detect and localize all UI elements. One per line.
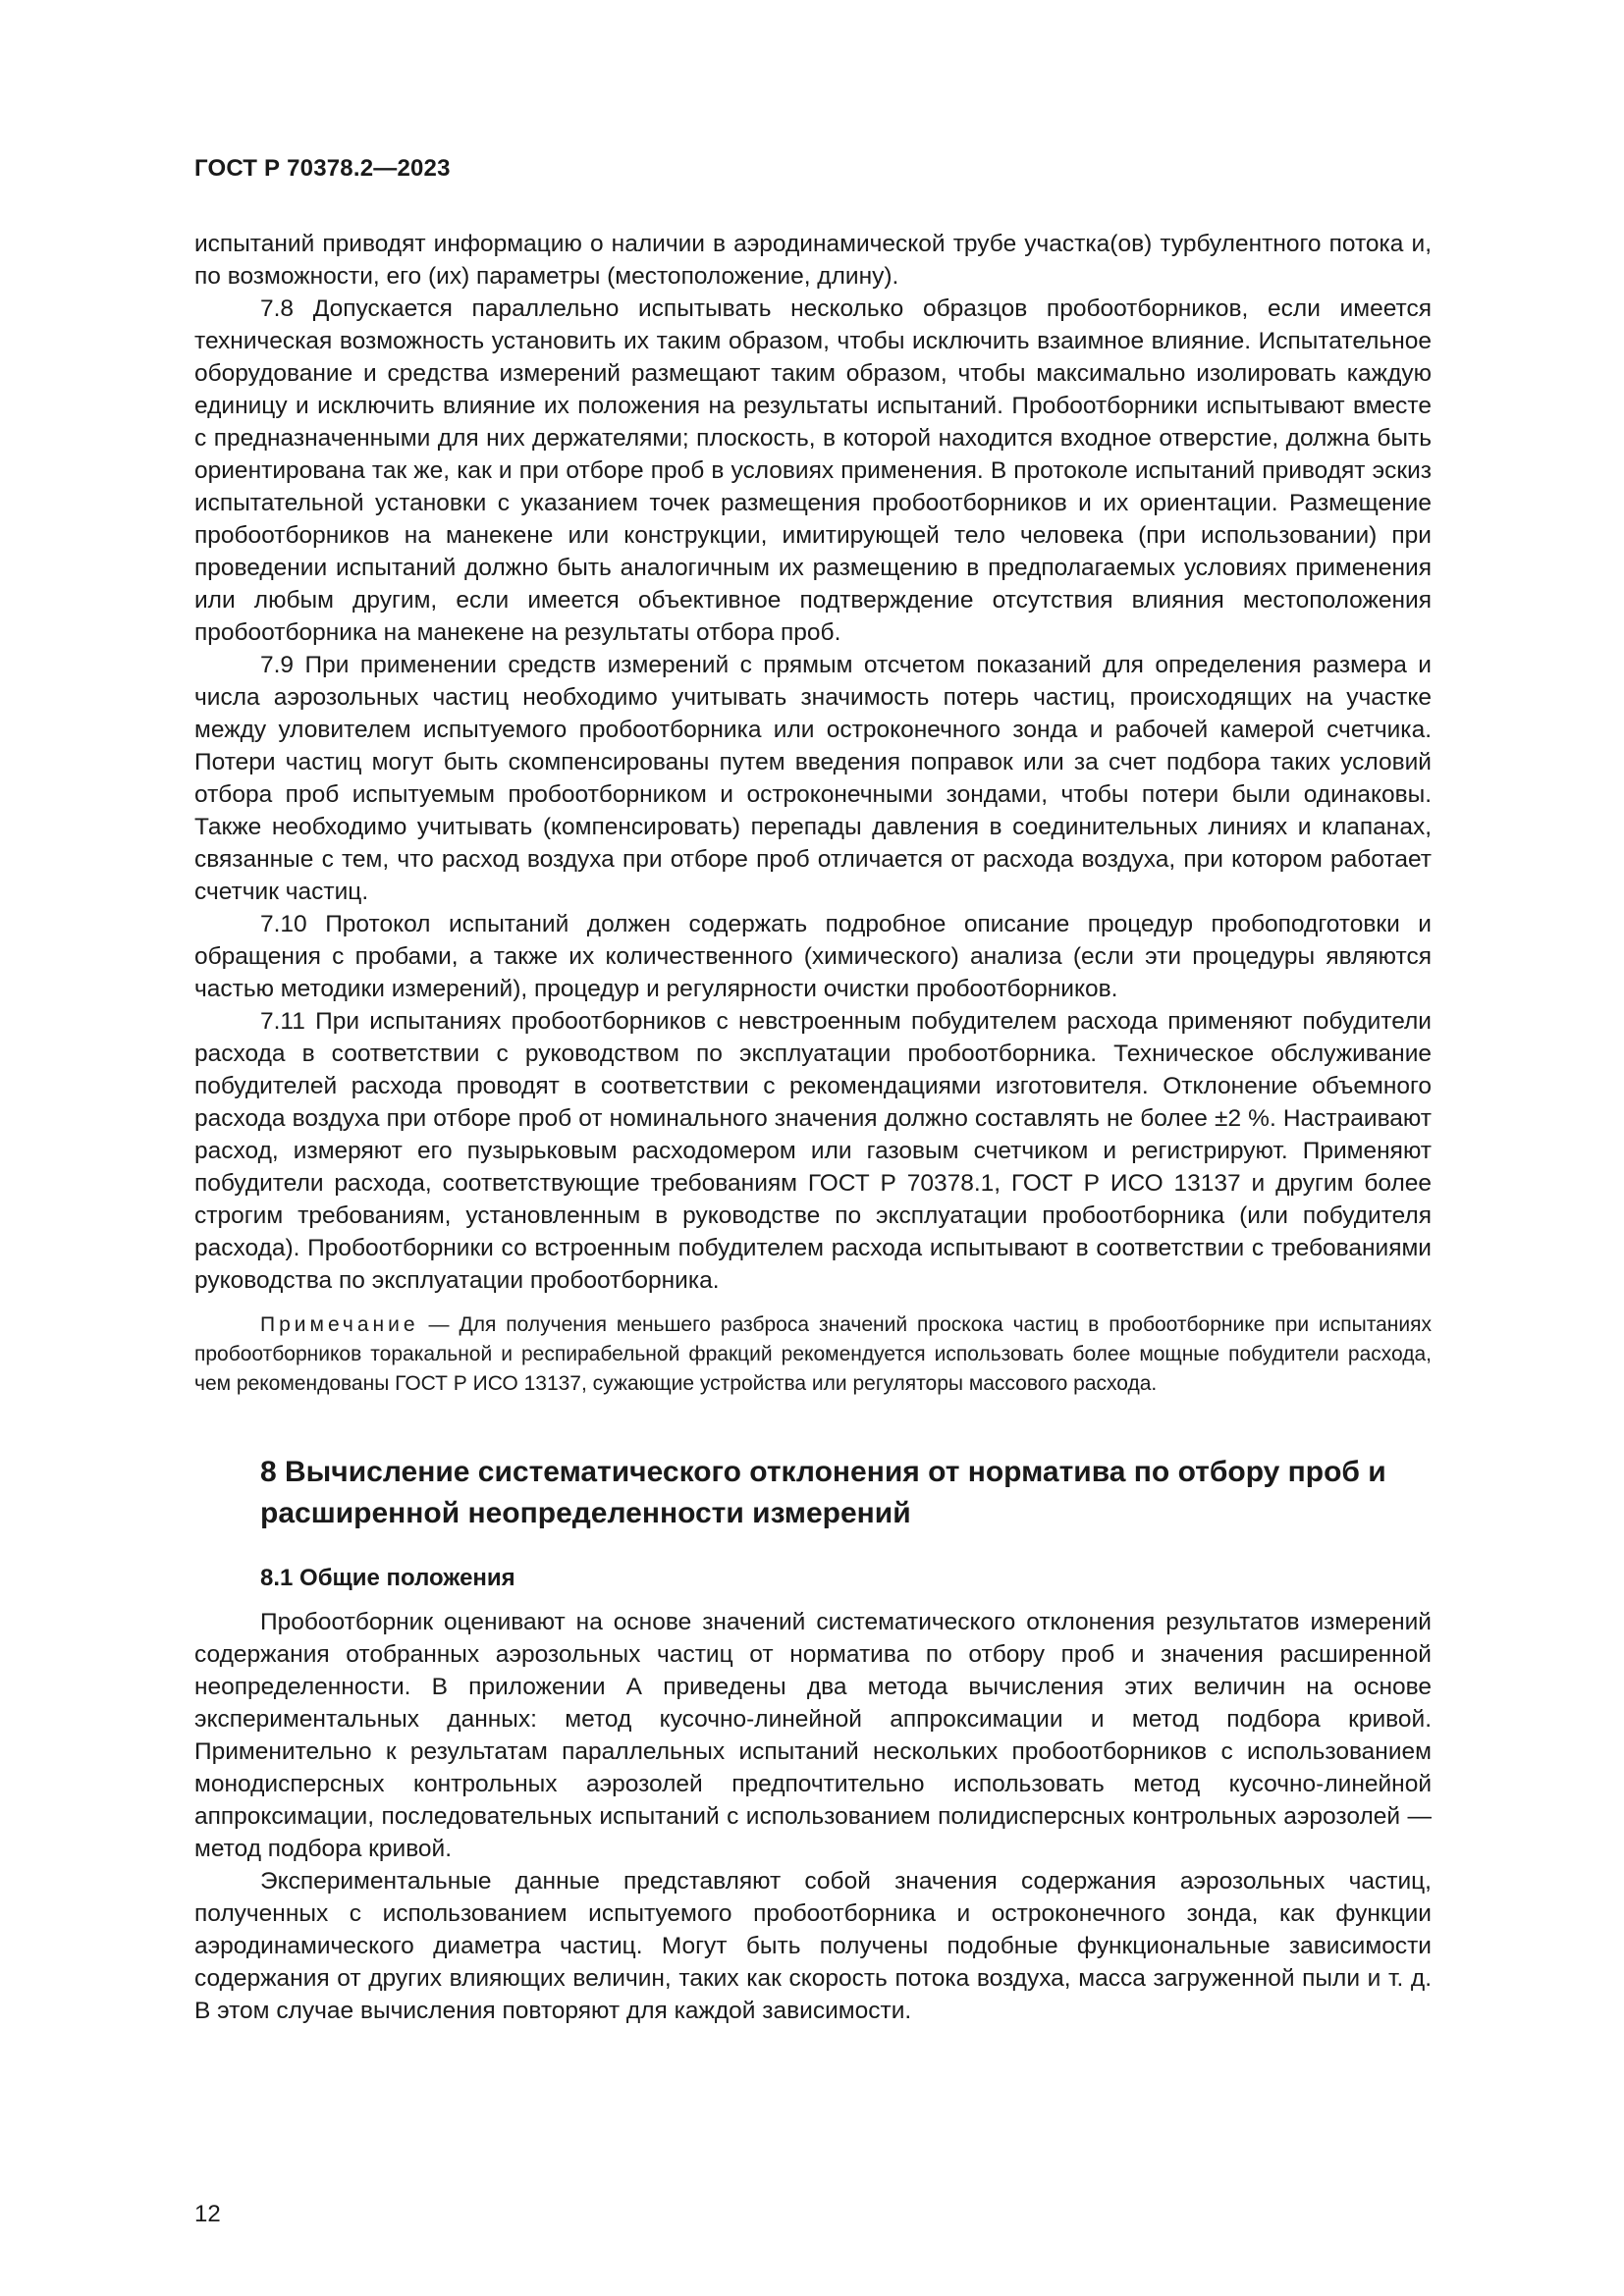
- subsection-8-1-title: 8.1 Общие положения: [260, 1565, 515, 1591]
- page-number: 12: [194, 2201, 221, 2227]
- note-label: Примечание: [260, 1313, 419, 1336]
- note-text: — Для получения меньшего разброса значений проскока частиц в пробоотборнике при испытаниях пробоотборников торакальной и респирабельной фракций рекомендуется использовать более мощные побудители расхода, чем рекомендованы ГОСТ Р ИСО 13137, сужающие устройства или регуляторы массового расхода.: [194, 1313, 1432, 1395]
- paragraph-7-8: 7.8 Допускается параллельно испытывать несколько образцов пробоотборников, если имеется техническая возможность установить их таким образом, чтобы исключить взаимное влияние. Испытательное оборудование и средства измерений размещают таким образом, чтобы максимально изолировать каждую единицу и исключить влияние их положения на результаты испытаний. Пробоотборники испытывают вместе с предназначенными для них держателями; плоскость, в которой находится входное отверстие, должна быть ориентирована так же, как и при отборе проб в условиях применения. В протоколе испытаний приводят эскиз испытательной установки с указанием точек размещения пробоотборников и их ориентации. Размещение пробоотборников на манекене или конструкции, имитирующей тело человека (при использовании) при проведении испытаний должно быть аналогичным их размещению в предполагаемых условиях применения или любым другим, если имеется объективное подтверждение отсутствия влияния местоположения пробоотборника на манекене на результаты отбора проб.: [194, 295, 1432, 646]
- section-8-title: 8 Вычисление систематического отклонения от норматива по отбору проб и расширенной неопределенности измерений: [260, 1456, 1386, 1529]
- paragraph-8-1-1: Пробоотборник оценивают на основе значений систематического отклонения результатов измерений содержания отобранных аэрозольных частиц от норматива по отбору проб и значения расширенной неопределенности. В приложении А приведены два метода вычисления этих величин на основе экспериментальных данных: метод кусочно-линейной аппроксимации и метод подбора кривой. Применительно к результатам параллельных испытаний нескольких пробоотборников с использованием монодисперсных контрольных аэрозолей предпочтительно использовать метод кусочно-линейной аппроксимации, последовательных испытаний с использованием полидисперсных контрольных аэрозолей — метод подбора кривой.: [194, 1609, 1432, 1862]
- note-paragraph: [194, 1310, 1432, 1399]
- document-body: [194, 228, 1432, 2027]
- paragraph-7-11: 7.11 При испытаниях пробоотборников с невстроенным побудителем расхода применяют побудители расхода в соответствии с руководством по эксплуатации пробоотборника. Техническое обслуживание побудителей расхода проводят в соответствии с рекомендациями изготовителя. Отклонение объемного расхода воздуха при отборе проб от номинального значения должно составлять не более ±2 %. Настраивают расход, измеряют его пузырьковым расходомером или газовым счетчиком и регистрируют. Применяют побудители расхода, соответствующие требованиям ГОСТ Р 70378.1, ГОСТ Р ИСО 13137 и другим более строгим требованиям, установленным в руководстве по эксплуатации пробоотборника (или побудителя расхода). Пробоотборники со встроенным побудителем расхода испытывают в соответствии с требованиями руководства по эксплуатации пробоотборника.: [194, 1008, 1432, 1294]
- document-header: ГОСТ Р 70378.2—2023: [194, 155, 451, 182]
- paragraph-7-9: 7.9 При применении средств измерений с прямым отсчетом показаний для определения размера и числа аэрозольных частиц необходимо учитывать значимость потерь частиц, происходящих на участке между уловителем испытуемого пробоотборника или остроконечного зонда и рабочей камерой счетчика. Потери частиц могут быть скомпенсированы путем введения поправок или за счет подбора таких условий отбора проб испытуемым пробоотборником и остроконечными зондами, чтобы потери были одинаковы. Также необходимо учитывать (компенсировать) перепады давления в соединительных линиях и клапанах, связанные с тем, что расход воздуха при отборе проб отличается от расхода воздуха, при котором работает счетчик частиц.: [194, 652, 1432, 905]
- paragraph-7-10: 7.10 Протокол испытаний должен содержать подробное описание процедур пробоподготовки и обращения с пробами, а также их количественного (химического) анализа (если эти процедуры являются частью методики измерений), процедур и регулярности очистки пробоотборников.: [194, 911, 1432, 1002]
- paragraph-8-1-2: Экспериментальные данные представляют собой значения содержания аэрозольных частиц, полученных с использованием испытуемого пробоотборника и остроконечного зонда, как функции аэродинамического диаметра частиц. Могут быть получены подобные функциональные зависимости содержания от других влияющих величин, таких как скорость потока воздуха, масса загруженной пыли и т. д. В этом случае вычисления повторяют для каждой зависимости.: [194, 1868, 1432, 2024]
- continued-paragraph: испытаний приводят информацию о наличии в аэродинамической трубе участка(ов) турбулентного потока и, по возможности, его (их) параметры (местоположение, длину).: [194, 231, 1432, 290]
